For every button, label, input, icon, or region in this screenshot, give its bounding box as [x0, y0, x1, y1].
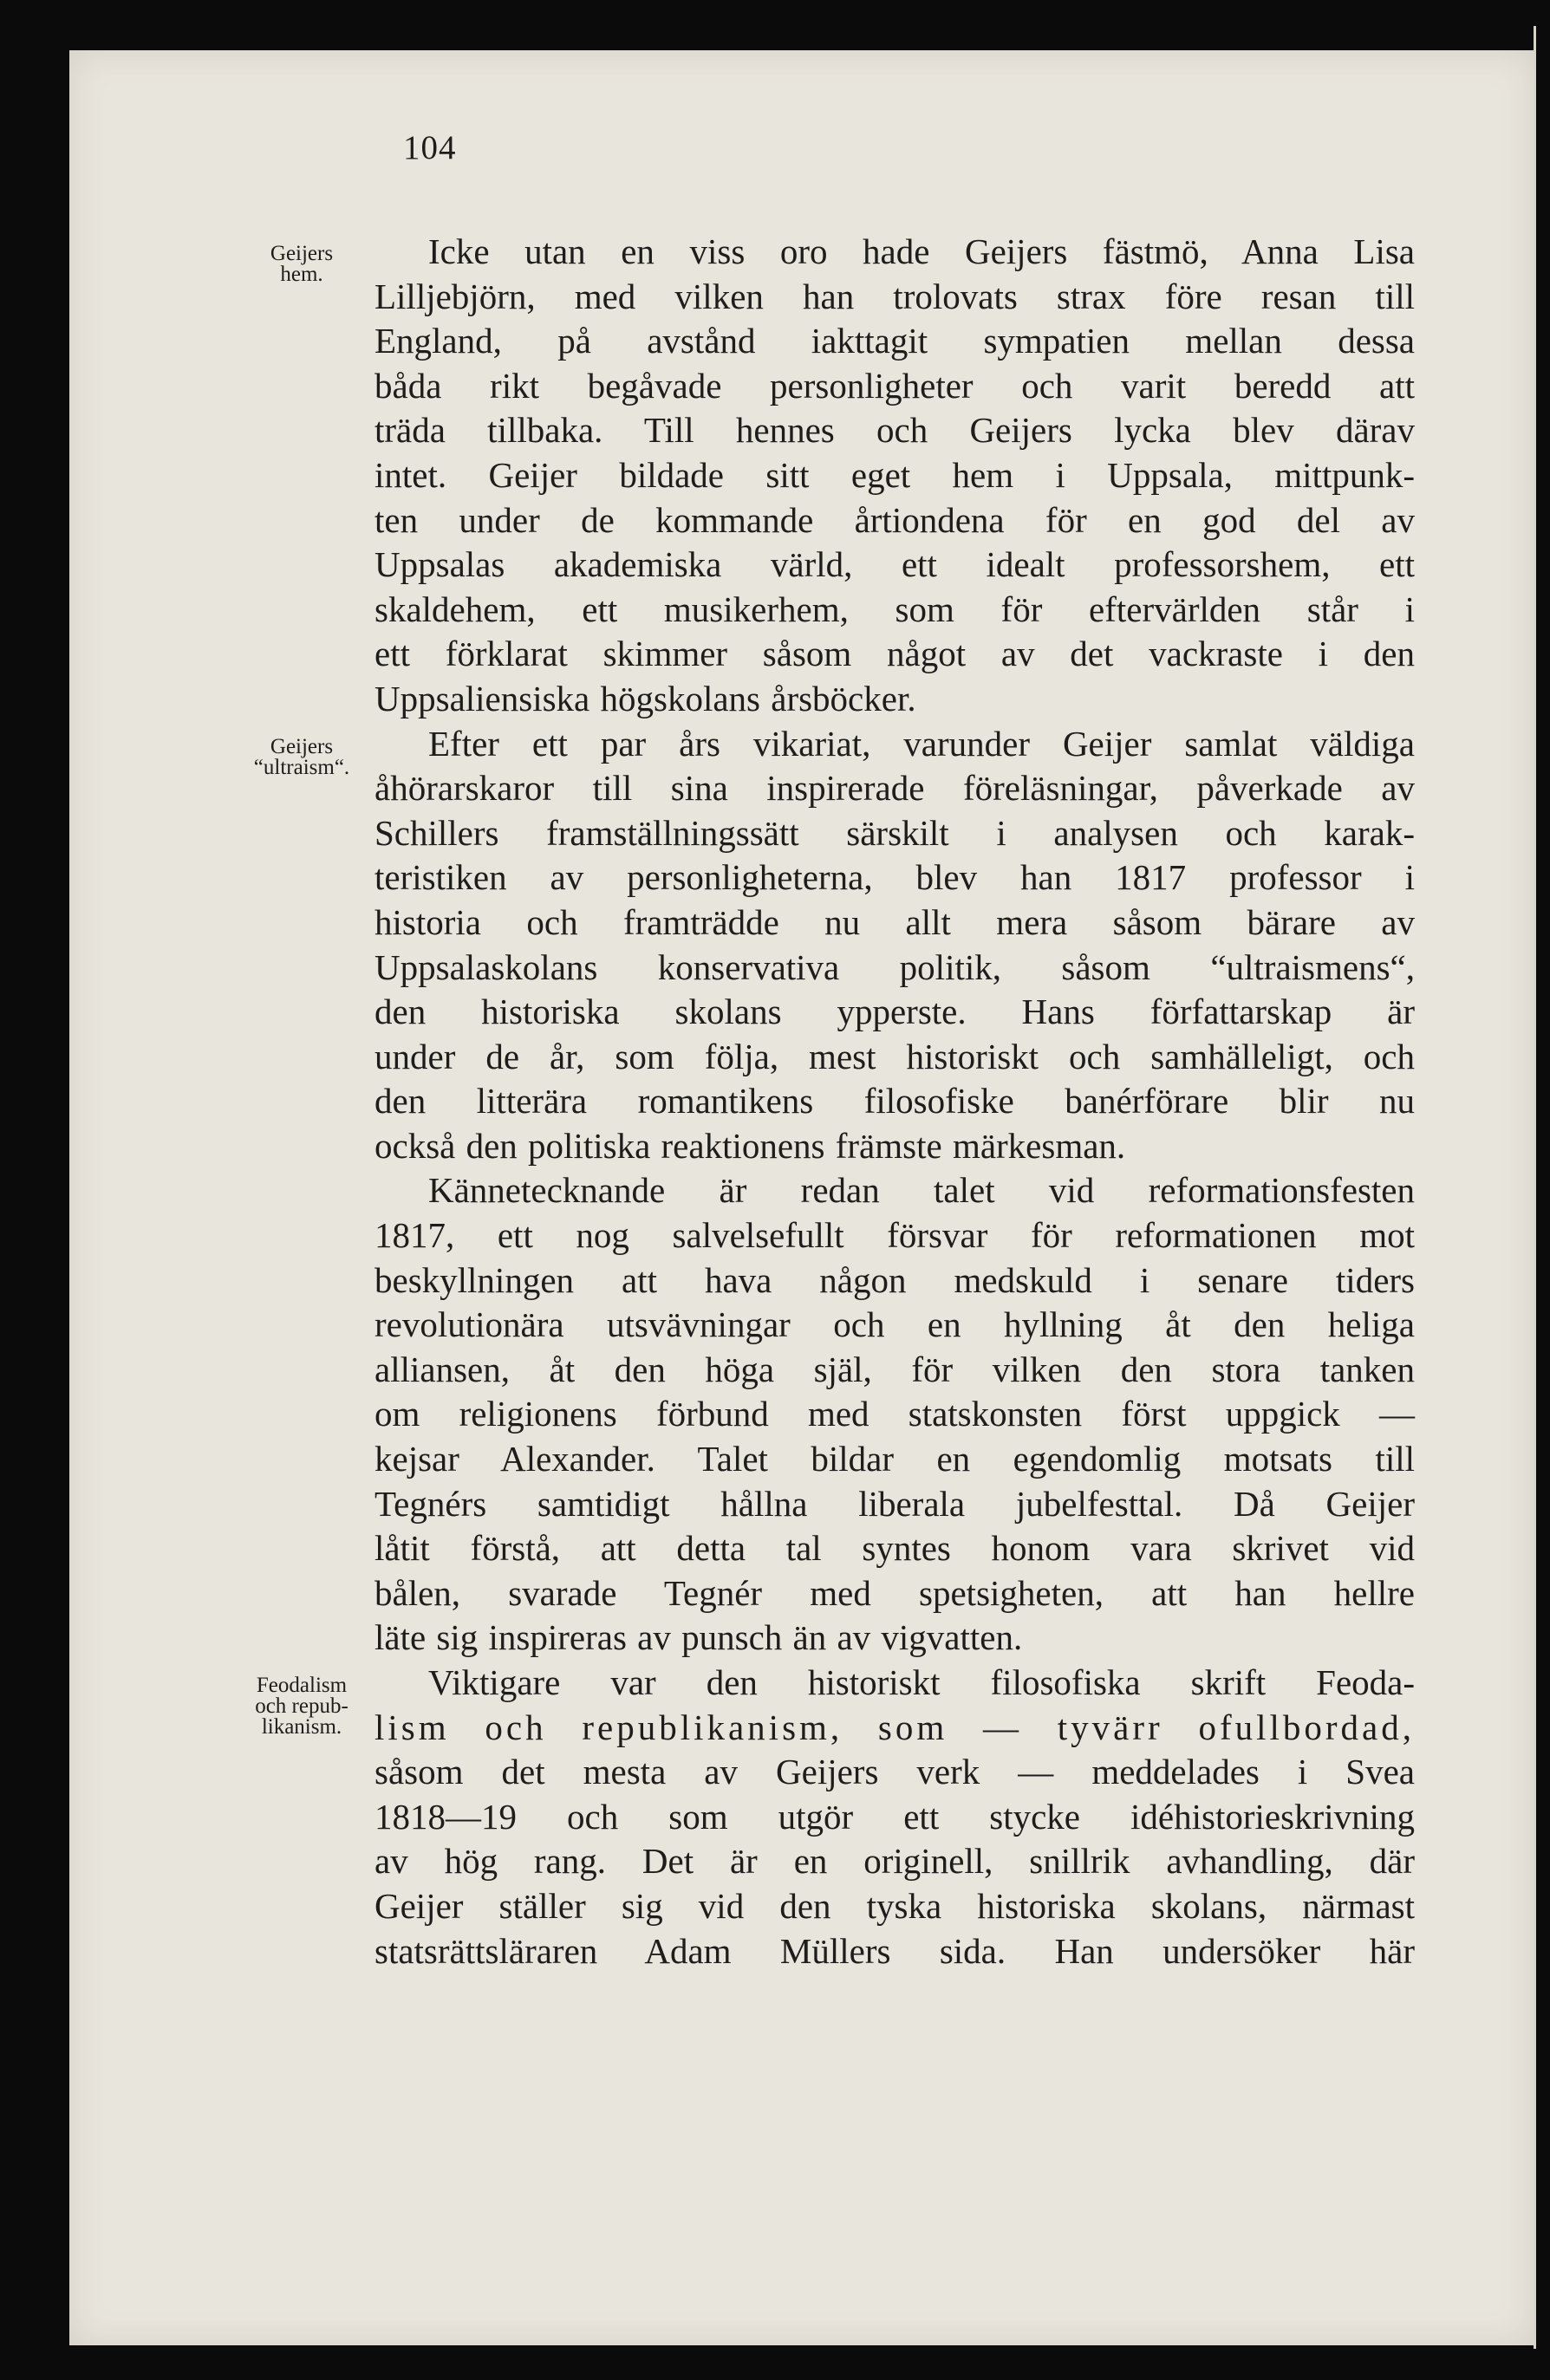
text-line: läte sig inspireras av punsch än av vigvatten. — [374, 1617, 1023, 1658]
text-line: England, på avstånd iakttagit sympatien mellan dessa — [374, 321, 1415, 361]
text-line: också den politiska reaktionens främste märkesman. — [374, 1125, 1126, 1166]
text-line: intet. Geijer bildade sitt eget hem i Uppsala, mittpunk- — [374, 454, 1415, 495]
text-line: bålen, svarade Tegnér med spetsigheten, att han hellre — [374, 1572, 1415, 1613]
text-line: ett förklarat skimmer såsom något av det vackraste i den — [374, 634, 1415, 674]
text-line: lism och republikanism, som — tyvärr ofullbordad, — [374, 1707, 1415, 1747]
text-line: historia och framträdde nu allt mera såsom bärare av — [374, 901, 1415, 942]
text-line: beskyllningen att hava någon medskuld i senare tiders — [374, 1259, 1415, 1300]
margin-note-geijers-hem — [224, 244, 380, 285]
text-line: Uppsaliensiska högskolans årsböcker. — [374, 678, 916, 719]
margin-note-line: och repub- — [255, 1694, 348, 1718]
text-line: såsom det mesta av Geijers verk — meddelades i Svea — [374, 1752, 1415, 1792]
text-line: teristiken av personligheterna, blev han 1817 professor i — [374, 857, 1415, 898]
text-line: om religionens förbund med statskonsten först uppgick — — [374, 1394, 1415, 1434]
margin-note-line: “ultraism“. — [253, 756, 350, 779]
text-line: låtit förstå, att detta tal syntes honom vara skrivet vid — [374, 1528, 1415, 1569]
text-line: Tegnérs samtidigt hållna liberala jubelfesttal. Då Geijer — [374, 1483, 1415, 1524]
text-line: Geijer ställer sig vid den tyska historiska skolans, närmast — [374, 1885, 1415, 1926]
text-line: 1818—19 och som utgör ett stycke idéhistorieskrivning — [374, 1796, 1415, 1837]
margin-note-line: Geijers — [270, 242, 334, 265]
text-line: Efter ett par års vikariat, varunder Geijer samlat väldiga — [428, 723, 1415, 764]
text-line: den historiska skolans ypperste. Hans författarskap är — [374, 992, 1415, 1032]
text-line: Viktigare var den historiskt filosofiska skrift Feoda- — [428, 1662, 1415, 1702]
margin-note-ultraism — [224, 737, 380, 778]
text-line: åhörarskaror till sina inspirerade föreläsningar, påverkade av — [374, 768, 1415, 809]
margin-note-line: Geijers — [270, 735, 334, 758]
text-line: 1817, ett nog salvelsefullt försvar för reformationen mot — [374, 1215, 1415, 1256]
margin-note-feodalism — [224, 1675, 380, 1738]
text-line: av hög rang. Det är en originell, snillrik avhandling, där — [374, 1841, 1415, 1882]
text-line: Schillers framställningssätt särskilt i analysen och karak- — [374, 812, 1415, 853]
margin-note-line: Feodalism — [256, 1674, 348, 1697]
text-line: skaldehem, ett musikerhem, som för eftervärlden står i — [374, 588, 1415, 629]
text-line: den litterära romantikens filosofiske banérförare blir nu — [374, 1081, 1415, 1122]
text-line: under de år, som följa, mest historiskt och samhälleligt, och — [374, 1036, 1415, 1076]
text-line: Icke utan en viss oro hade Geijers fästmö, Anna Lisa — [428, 231, 1415, 271]
text-line: Uppsalas akademiska värld, ett idealt professorshem, ett — [374, 544, 1415, 585]
body-text — [374, 230, 1415, 1974]
text-line: båda rikt begåvade personligheter och varit beredd att — [374, 365, 1415, 406]
text-line: alliansen, åt den höga själ, för vilken den stora tanken — [374, 1349, 1415, 1389]
text-line: Kännetecknande är redan talet vid reformationsfesten — [428, 1170, 1415, 1211]
page-number: 104 — [403, 129, 457, 166]
margin-note-line: likanism. — [261, 1715, 342, 1739]
margin-note-line: hem. — [280, 263, 323, 286]
text-line: kejsar Alexander. Talet bildar en egendomlig motsats till — [374, 1439, 1415, 1479]
text-line: ten under de kommande årtiondena för en god del av — [374, 499, 1415, 540]
text-line: revolutionära utsvävningar och en hyllning åt den heliga — [374, 1304, 1415, 1345]
text-line: träda tillbaka. Till hennes och Geijers lycka blev därav — [374, 410, 1415, 451]
text-line: Lilljebjörn, med vilken han trolovats strax före resan till — [374, 276, 1415, 316]
text-line: Uppsalaskolans konservativa politik, såsom “ultraismens“, — [374, 946, 1415, 987]
text-line: statsrättsläraren Adam Müllers sida. Han undersöker här — [374, 1930, 1415, 1971]
